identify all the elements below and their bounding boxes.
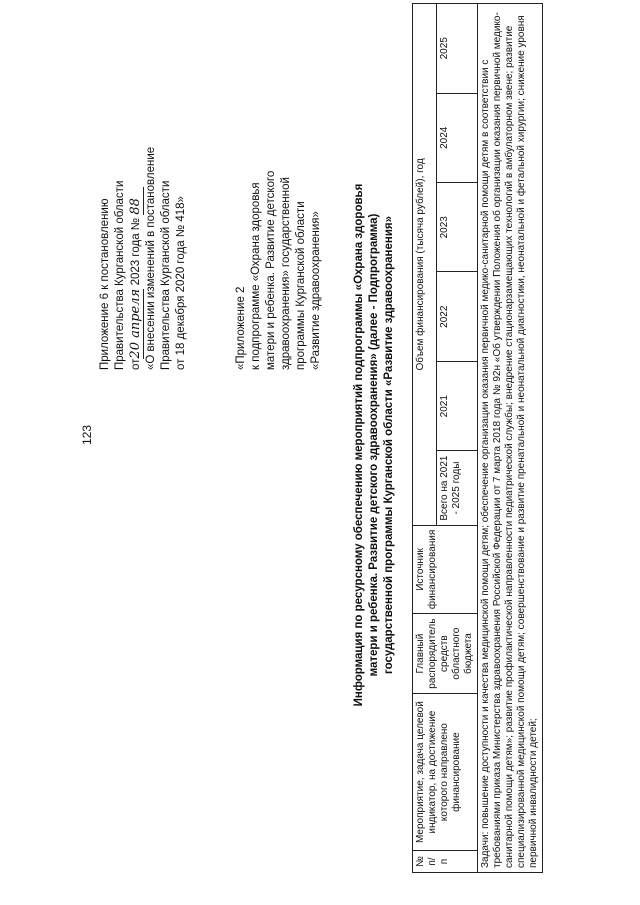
appendix-2-line: здравоохранения» государственной — [280, 177, 292, 370]
appendix-2-line: «Приложение 2 — [235, 286, 247, 370]
header-year: 2021 — [437, 361, 478, 450]
date-year: 2023 года № — [130, 217, 142, 286]
appendix-6-date-line — [128, 147, 144, 370]
appendix-6-header — [98, 147, 189, 370]
appendix-2-header — [234, 171, 324, 370]
title-line: Информация по ресурсному обеспечению мероприятий подпрограммы «Охрана здоровья — [353, 183, 365, 707]
appendix-6-line: Правительства Курганской области — [160, 180, 172, 370]
header-number: № п/п — [413, 851, 478, 873]
appendix-6-line: Приложение 6 к постановлению — [99, 198, 111, 370]
header-volume: Объем финансирования (тысяча рублей), год — [413, 4, 437, 526]
header-year: 2024 — [437, 93, 478, 182]
header-year: 2023 — [437, 183, 478, 272]
header-manager: Главный распорядитель средств областного бюджета — [413, 614, 478, 694]
appendix-2-line: матери и ребенка. Развитие детского — [265, 170, 277, 370]
handwritten-number: 88 — [128, 187, 144, 215]
appendix-6-line: Правительства Курганской области — [114, 180, 126, 370]
header-source: Источник финансирования — [413, 525, 478, 613]
title-line: матери и ребенка. Развитие детского здравоохранения» (далее - Подпрограмма) — [368, 213, 380, 677]
appendix-2-line: программы Курганской области — [295, 201, 307, 370]
page-number: 123 — [80, 424, 94, 445]
appendix-2-line: «Развитие здравоохранения» — [310, 211, 322, 370]
task-row — [478, 4, 543, 873]
resource-table — [412, 3, 543, 873]
appendix-2-line: к подпрограмме «Охрана здоровья — [250, 182, 262, 370]
table-header-row — [413, 4, 437, 873]
date-prefix: от — [130, 358, 142, 370]
header-year: 2025 — [437, 4, 478, 94]
handwritten-date: 20 апреля — [128, 288, 143, 359]
title-line: государственной программы Курганской области «Развитие здравоохранения» — [383, 215, 395, 675]
header-year: 2022 — [437, 272, 478, 361]
header-total: Всего на 2021 - 2025 годы — [437, 451, 478, 525]
appendix-6-line: от 18 декабря 2020 года № 418» — [175, 196, 187, 370]
task-description: Задачи: повышение доступности и качества медицинской помощи детям; обеспечение организации оказания первичной медико-санитарной помощи детям в соответствии с требованиями приказа Министерства здравоохранения Российской Федерации от 7 марта 2018 года № 92н «Об утверждении Положения об организации оказания первичной медико-санитарной помощи детям»; развитие профилактической направленности педиатрической службы; внедрение стационарзамещающих технологий в амбулаторном звене; развитие специализированной медицинской помощи детям; совершенствование и развитие пренатальной и неонатальной диагностики, неонатальной и фетальной хирургии; снижение уровня первичной инвалидности детей; — [478, 4, 543, 873]
document-title — [352, 165, 397, 725]
header-event: Мероприятие, задача целевой индикатор, на достижение которого направлено финансирование — [413, 694, 478, 851]
appendix-6-line: «О внесении изменений в постановление — [145, 146, 157, 370]
